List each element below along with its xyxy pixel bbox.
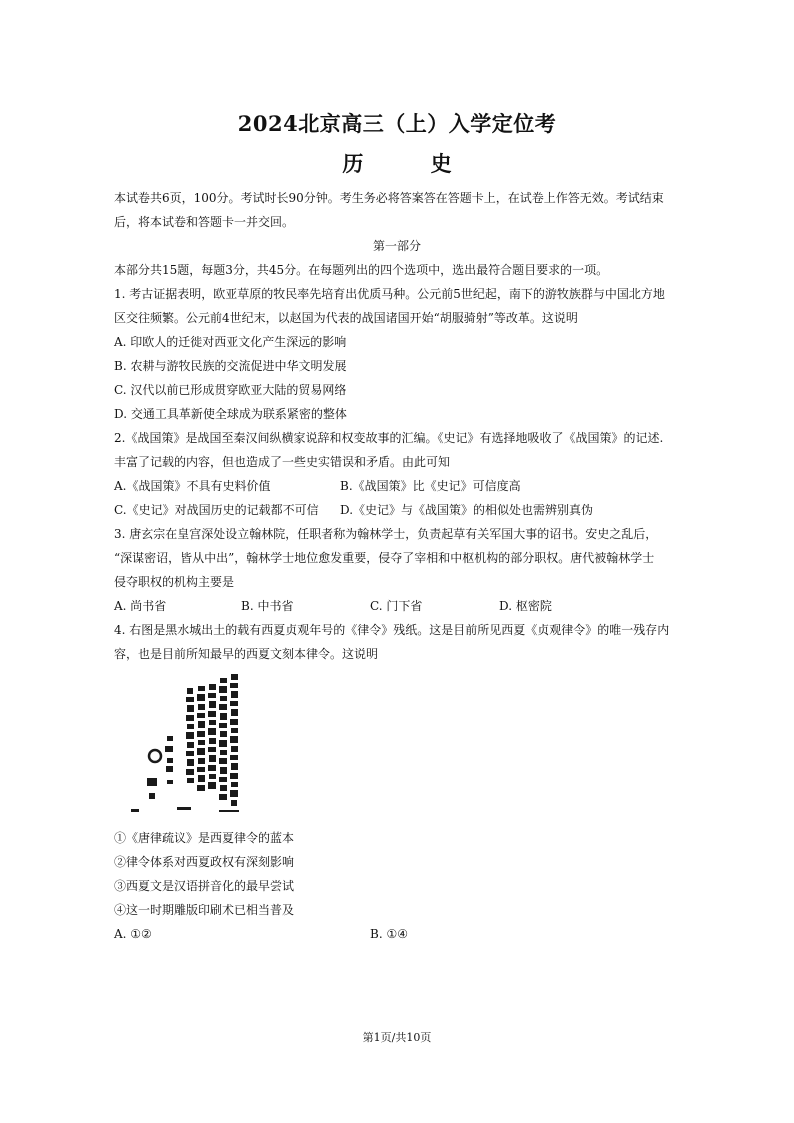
q3-stem-3: 侵夺职权的机构主要是 bbox=[114, 575, 235, 589]
q4-statement-4: ④这一时期雕版印刷术已相当普及 bbox=[114, 903, 295, 917]
q1-option-c: C. 汉代以前已形成贯穿欧亚大陆的贸易网络 bbox=[114, 383, 347, 397]
q3-option-a: A. 尚书省 bbox=[114, 599, 167, 613]
q3-option-c: C. 门下省 bbox=[370, 599, 423, 613]
intro-line-1: 本试卷共6页，100分。考试时长90分钟。考生务必将答案答在答题卡上，在试卷上作答无效。考试结束 bbox=[114, 191, 664, 205]
q2-option-a: A.《战国策》不具有史料价值 bbox=[114, 479, 271, 493]
q4-option-a: A. ①② bbox=[114, 927, 152, 941]
exam-title: 2024北京高三（上）入学定位考 bbox=[237, 111, 557, 136]
intro-line-2: 后，将本试卷和答题卡一并交回。 bbox=[114, 215, 295, 229]
q3-option-d: D. 枢密院 bbox=[499, 599, 552, 613]
q1-option-b: B. 农耕与游牧民族的交流促进中华文明发展 bbox=[114, 359, 347, 373]
q2-option-c: C.《史记》对战国历史的记载都不可信 bbox=[114, 503, 319, 517]
q4-option-b: B. ①④ bbox=[370, 927, 408, 941]
q3-option-b: B. 中书省 bbox=[241, 599, 294, 613]
section-instructions: 本部分共15题，每题3分，共45分。在每题列出的四个选项中，选出最符合题目要求的一项。 bbox=[114, 263, 609, 277]
tangut-law-fragment-image bbox=[127, 666, 249, 819]
section-heading: 第一部分 bbox=[372, 239, 421, 253]
q4-statement-3: ③西夏文是汉语拼音化的最早尝试 bbox=[114, 879, 295, 893]
q1-stem-1: 1. 考古证据表明，欧亚草原的牧民率先培育出优质马种。公元前5世纪起，南下的游牧族群与中国北方地 bbox=[114, 287, 665, 301]
q4-stem-1: 4. 右图是黑水城出土的载有西夏贞观年号的《律令》残纸。这是目前所见西夏《贞观律令》的唯一残存内 bbox=[114, 623, 670, 637]
page-number: 第1页/共10页 bbox=[362, 1031, 432, 1044]
q4-stem-2: 容，也是目前所知最早的西夏文刻本律令。这说明 bbox=[114, 647, 379, 661]
q4-statement-2: ②律令体系对西夏政权有深刻影响 bbox=[114, 855, 295, 869]
q1-stem-2: 区交往频繁。公元前4世纪末，以赵国为代表的战国诸国开始“胡服骑射”等改革。这说明 bbox=[114, 311, 578, 325]
q4-statement-1: ①《唐律疏议》是西夏律令的蓝本 bbox=[114, 831, 295, 845]
q3-stem-1: 3. 唐玄宗在皇宫深处设立翰林院，任职者称为翰林学士，负责起草有关军国大事的诏书。安史之乱后， bbox=[114, 527, 658, 541]
q1-option-d: D. 交通工具革新使全球成为联系紧密的整体 bbox=[114, 407, 347, 421]
subject-title: 历 史 bbox=[342, 151, 482, 176]
q2-option-d: D.《史记》与《战国策》的相似处也需辨别真伪 bbox=[340, 503, 594, 517]
q3-stem-2: “深谋密诏，皆从中出”，翰林学士地位愈发重要，侵夺了宰相和中枢机构的部分职权。唐代被翰林学士 bbox=[114, 551, 655, 565]
q1-option-a: A. 印欧人的迁徙对西亚文化产生深远的影响 bbox=[114, 335, 347, 349]
q2-stem-1: 2.《战国策》是战国至秦汉间纵横家说辞和权变故事的汇编。《史记》有选择地吸收了《战国策》的记述. bbox=[114, 431, 664, 445]
q2-option-b: B.《战国策》比《史记》可信度高 bbox=[340, 479, 521, 493]
q2-stem-2: 丰富了记载的内容，但也造成了一些史实错误和矛盾。由此可知 bbox=[114, 455, 451, 469]
